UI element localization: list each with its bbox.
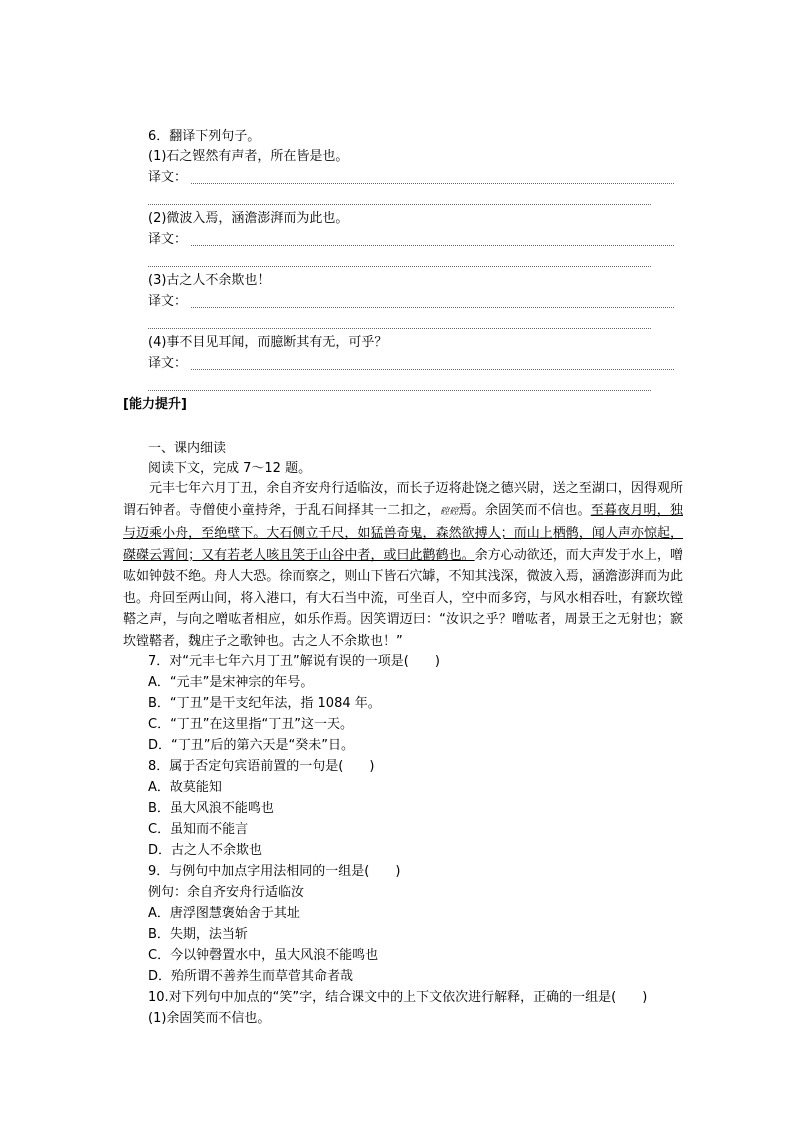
q6-sentence-1: (1)石之铿然有声者，所在皆是也。: [148, 149, 349, 164]
q9-option-c[interactable]: C．今以钟磬置水中，虽大风浪不能鸣也: [148, 948, 379, 963]
part1-heading: 一、课内细读: [148, 441, 227, 456]
q7-option-d[interactable]: D．“丁丑”后的第六天是“癸未”日。: [148, 738, 354, 753]
passage-text: 焉。余固笑而不信也。: [458, 502, 591, 518]
answer-line[interactable]: [148, 328, 651, 329]
q10-item-1: (1)余固笑而不信也。: [148, 1011, 271, 1026]
answer-line[interactable]: [191, 183, 674, 184]
q6-label-2: 译文：: [148, 232, 188, 247]
section-heading: [能力提升]: [123, 397, 187, 412]
reading-passage: [123, 478, 683, 652]
q6-label-3: 译文：: [148, 294, 188, 309]
q10-stem: 10.对下列句中加点的“笑”字，结合课文中的上下文依次进行解释，正确的一组是( ): [148, 990, 648, 1005]
q8-option-d[interactable]: D．古之人不余欺也: [148, 843, 263, 858]
q9-option-d[interactable]: D．殆所谓不善养生而草菅其命者哉: [148, 969, 354, 984]
q6-title: 6．翻译下列句子。: [148, 129, 261, 144]
q9-stem: 9．与例句中加点字用法相同的一组是( ): [148, 864, 401, 879]
q7-option-c[interactable]: C．“丁丑”在这里指“丁丑”这一天。: [148, 717, 354, 732]
onomatopoeia: 硿硿: [440, 506, 459, 517]
q7-stem: 7．对“元丰七年六月丁丑”解说有误的一项是( ): [148, 654, 440, 669]
answer-line[interactable]: [148, 390, 651, 391]
answer-line[interactable]: [148, 204, 651, 205]
part1-instruction: 阅读下文，完成 7～12 题。: [148, 461, 312, 476]
q6-label-1: 译文：: [148, 170, 188, 185]
passage-text: 元丰七年六月丁丑，余自齐安舟行适临汝，而长子迈将赴饶之德兴尉，送之至湖口，因得观所谓石钟者。寺僧使小童持斧，于乱石间择其一二扣之，: [123, 481, 683, 518]
q8-option-b[interactable]: B．虽大风浪不能鸣也: [148, 801, 274, 816]
q8-option-c[interactable]: C．虽知而不能言: [148, 822, 249, 837]
answer-line[interactable]: [148, 266, 651, 267]
passage-text: 余方心动欲还，而大声发于水上，噌吰如钟鼓不绝。舟人大恐。徐而察之，则山下皆石穴罅，不知其浅深，微波入焉，涵澹澎湃而为此也。舟回至两山间，将入港口，有大石当中流，可坐百人，空中而多窍，与风水相吞吐，有窾坎镗鞳之声，与向之噌吰者相应，如乐作焉。因笑谓迈曰：“汝识之乎？噌吰者，周景王之无射也；窾坎镗鞳者，魏庄子之歌钟也。古之人不余欺也！”: [123, 547, 683, 649]
underlined-passage: 至暮夜月明，独与迈乘小舟，至绝壁下。大石侧立千尺，如猛兽奇鬼，森然欲搏人；而山上栖鹘，闻人声亦惊起，磔磔云霄间；又有若老人咳且笑于山谷中者，或曰此鹳鹤也。: [123, 502, 683, 563]
q6-sentence-2: (2)微波入焉，涵澹澎湃而为此也。: [148, 211, 349, 226]
answer-line[interactable]: [191, 369, 674, 370]
q9-option-b[interactable]: B．失期，法当斩: [148, 927, 248, 942]
q8-option-a[interactable]: A．故莫能知: [148, 780, 222, 795]
q7-option-a[interactable]: A．“元丰”是宋神宗的年号。: [148, 675, 314, 690]
q7-option-b[interactable]: B．“丁丑”是干支纪年法，指 1084 年。: [148, 696, 381, 711]
answer-line[interactable]: [191, 245, 674, 246]
q6-sentence-4: (4)事不目见耳闻，而臆断其有无，可乎？: [148, 335, 388, 350]
q6-label-4: 译文：: [148, 356, 188, 371]
q9-option-a[interactable]: A．唐浮图慧褒始舍于其址: [148, 906, 300, 921]
q9-example: 例句：余自齐安舟行适临汝: [148, 885, 305, 900]
q6-sentence-3: (3)古之人不余欺也！: [148, 273, 271, 288]
q8-stem: 8．属于否定句宾语前置的一句是( ): [148, 759, 375, 774]
answer-line[interactable]: [191, 307, 674, 308]
